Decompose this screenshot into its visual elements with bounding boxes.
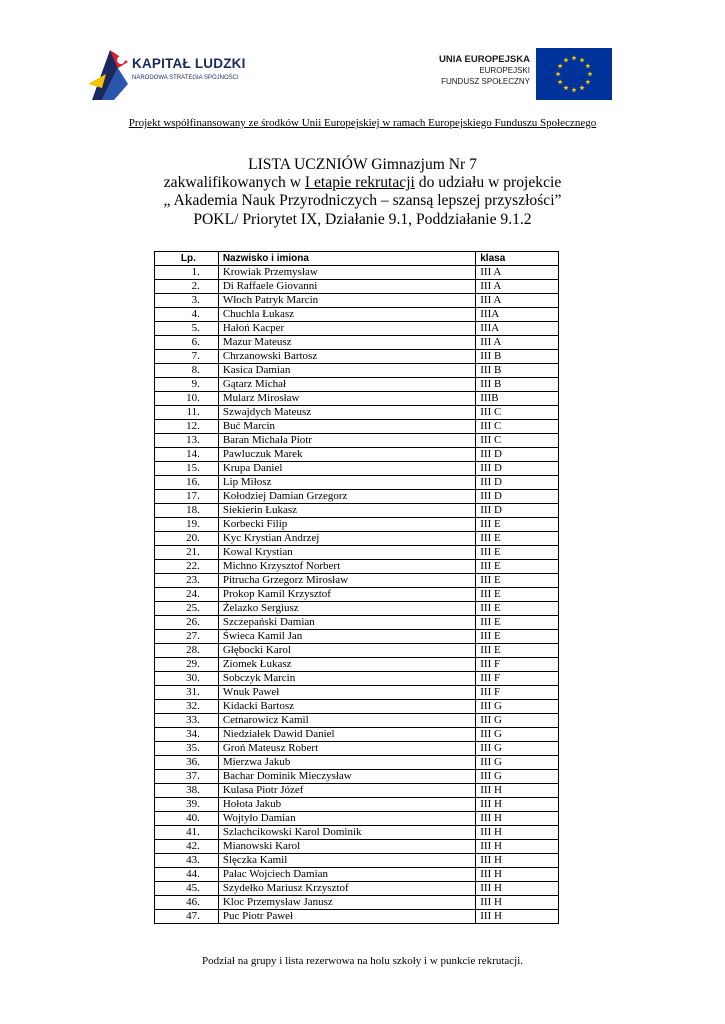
title-line-1: LISTA UCZNIÓW Gimnazjum Nr 7	[248, 156, 477, 173]
student-name: Włoch Patryk Marcin	[218, 294, 475, 308]
table-row	[155, 406, 559, 420]
student-name: Groń Mateusz Robert	[218, 742, 475, 756]
row-number: 29.	[155, 658, 219, 672]
student-class: III D	[476, 448, 559, 462]
student-name: Kloc Przemysław Janusz	[218, 896, 475, 910]
row-number: 31.	[155, 686, 219, 700]
eu-star-icon	[579, 85, 584, 90]
table-row	[155, 630, 559, 644]
table-row	[155, 476, 559, 490]
table-row	[155, 504, 559, 518]
student-class: III E	[476, 546, 559, 560]
cofinancing-note: Projekt współfinansowany ze środków Unii Europejskiej w ramach Europejskiego Funduszu Społecznego	[128, 117, 597, 129]
table-row	[155, 910, 559, 924]
kapital-ludzki-title: KAPITAŁ LUDZKI	[132, 56, 246, 71]
student-name: Baran Michała Piotr	[218, 434, 475, 448]
student-class: IIIB	[476, 392, 559, 406]
student-name: Szczepański Damian	[218, 616, 475, 630]
student-name: Hołota Jakub	[218, 798, 475, 812]
student-name: Świeca Kamil Jan	[218, 630, 475, 644]
student-name: Mazur Mateusz	[218, 336, 475, 350]
eu-logo-text	[412, 54, 530, 87]
table-row	[155, 532, 559, 546]
table-row	[155, 322, 559, 336]
row-number: 17.	[155, 490, 219, 504]
student-class: III A	[476, 280, 559, 294]
eu-star-icon	[579, 57, 584, 62]
document-title	[0, 156, 725, 229]
row-number: 9.	[155, 378, 219, 392]
student-name: Sobczyk Marcin	[218, 672, 475, 686]
table-row	[155, 616, 559, 630]
student-name: Ziomek Łukasz	[218, 658, 475, 672]
eu-star-icon	[555, 71, 560, 76]
table-row	[155, 518, 559, 532]
row-number: 20.	[155, 532, 219, 546]
eu-star-icon	[557, 63, 562, 68]
table-row	[155, 294, 559, 308]
row-number: 25.	[155, 602, 219, 616]
row-number: 16.	[155, 476, 219, 490]
footer-note: Podział na grupy i lista rezerwowa na holu szkoły i w punkcie rekrutacji.	[201, 955, 524, 967]
table-row	[155, 854, 559, 868]
eu-star-icon	[585, 63, 590, 68]
row-number: 23.	[155, 574, 219, 588]
student-name: Michno Krzysztof Norbert	[218, 560, 475, 574]
student-name: Kasica Damian	[218, 364, 475, 378]
student-name: Buć Marcin	[218, 420, 475, 434]
student-class: III E	[476, 602, 559, 616]
title-line-2-pre: zakwalifikowanych w	[163, 174, 305, 192]
student-name: Kulasa Piotr Józef	[218, 784, 475, 798]
student-name: Kołodziej Damian Grzegorz	[218, 490, 475, 504]
student-class: III H	[476, 826, 559, 840]
row-number: 27.	[155, 630, 219, 644]
row-number: 24.	[155, 588, 219, 602]
table-row	[155, 868, 559, 882]
student-name: Chrzanowski Bartosz	[218, 350, 475, 364]
row-number: 30.	[155, 672, 219, 686]
row-number: 14.	[155, 448, 219, 462]
student-class: III B	[476, 364, 559, 378]
row-number: 18.	[155, 504, 219, 518]
eu-star-icon	[571, 87, 576, 92]
table-row	[155, 742, 559, 756]
row-number: 11.	[155, 406, 219, 420]
table-row	[155, 336, 559, 350]
student-class: III F	[476, 658, 559, 672]
student-class: III A	[476, 336, 559, 350]
eu-star-icon	[563, 57, 568, 62]
row-number: 26.	[155, 616, 219, 630]
student-class: III E	[476, 574, 559, 588]
student-name: Kyc Krystian Andrzej	[218, 532, 475, 546]
student-class: III H	[476, 812, 559, 826]
student-class: III B	[476, 350, 559, 364]
title-line-4: POKL/ Priorytet IX, Działanie 9.1, Poddziałanie 9.1.2	[193, 210, 532, 228]
student-class: III H	[476, 910, 559, 924]
table-row	[155, 546, 559, 560]
table-row	[155, 602, 559, 616]
table-row	[155, 784, 559, 798]
student-class: III D	[476, 504, 559, 518]
student-name: Korbecki Filip	[218, 518, 475, 532]
row-number: 46.	[155, 896, 219, 910]
title-line-2-post: do udziału w projekcie	[414, 174, 562, 192]
student-class: III C	[476, 406, 559, 420]
row-number: 40.	[155, 812, 219, 826]
table-row	[155, 588, 559, 602]
table-row	[155, 364, 559, 378]
row-number: 35.	[155, 742, 219, 756]
row-number: 39.	[155, 798, 219, 812]
students-table	[154, 251, 559, 924]
row-number: 37.	[155, 770, 219, 784]
eu-logo-line2: FUNDUSZ SPOŁECZNY	[441, 76, 530, 86]
table-row	[155, 434, 559, 448]
student-name: Ślęczka Kamil	[218, 854, 475, 868]
student-name: Mularz Mirosław	[218, 392, 475, 406]
table-row	[155, 420, 559, 434]
student-class: III G	[476, 756, 559, 770]
table-row	[155, 798, 559, 812]
student-class: III H	[476, 882, 559, 896]
student-class: III B	[476, 378, 559, 392]
eu-star-icon	[585, 79, 590, 84]
title-line-3: „ Akademia Nauk Przyrodniczych – szansą lepszej przyszłości”	[163, 192, 562, 210]
row-number: 1.	[155, 266, 219, 280]
eu-flag-icon	[536, 48, 612, 100]
title-line-2	[0, 174, 725, 192]
table-row	[155, 448, 559, 462]
eu-logo	[412, 38, 622, 110]
kapital-ludzki-emblem-icon	[88, 44, 132, 106]
student-name: Prokop Kamil Krzysztof	[218, 588, 475, 602]
student-class: IIIA	[476, 308, 559, 322]
student-name: Gątarz Michał	[218, 378, 475, 392]
student-name: Kowal Krystian	[218, 546, 475, 560]
table-row	[155, 378, 559, 392]
student-name: Pałac Wojciech Damian	[218, 868, 475, 882]
row-number: 4.	[155, 308, 219, 322]
table-row	[155, 490, 559, 504]
student-class: III F	[476, 672, 559, 686]
student-name: Krowiak Przemysław	[218, 266, 475, 280]
table-row	[155, 896, 559, 910]
table-row	[155, 574, 559, 588]
table-row	[155, 882, 559, 896]
student-class: III G	[476, 728, 559, 742]
table-row	[155, 728, 559, 742]
table-row	[155, 700, 559, 714]
row-number: 34.	[155, 728, 219, 742]
table-row	[155, 770, 559, 784]
table-row	[155, 756, 559, 770]
table-row	[155, 658, 559, 672]
student-class: III D	[476, 476, 559, 490]
student-name: Szwajdych Mateusz	[218, 406, 475, 420]
student-class: III G	[476, 700, 559, 714]
header-lp: Lp.	[155, 252, 219, 266]
table-row	[155, 392, 559, 406]
student-class: IIIA	[476, 322, 559, 336]
student-class: III E	[476, 616, 559, 630]
student-name: Siekierin Łukasz	[218, 504, 475, 518]
table-row	[155, 672, 559, 686]
student-name: Kidacki Bartosz	[218, 700, 475, 714]
eu-star-icon	[557, 79, 562, 84]
table-row	[155, 462, 559, 476]
student-class: III G	[476, 770, 559, 784]
table-row	[155, 266, 559, 280]
student-name: Lip Miłosz	[218, 476, 475, 490]
table-row	[155, 686, 559, 700]
table-row	[155, 714, 559, 728]
row-number: 10.	[155, 392, 219, 406]
row-number: 44.	[155, 868, 219, 882]
student-name: Szydełko Mariusz Krzysztof	[218, 882, 475, 896]
row-number: 47.	[155, 910, 219, 924]
student-name: Chuchla Łukasz	[218, 308, 475, 322]
student-class: III H	[476, 840, 559, 854]
row-number: 42.	[155, 840, 219, 854]
table-row	[155, 644, 559, 658]
student-name: Wojtyło Damian	[218, 812, 475, 826]
student-class: III A	[476, 294, 559, 308]
table-row	[155, 280, 559, 294]
student-name: Puc Piotr Paweł	[218, 910, 475, 924]
student-class: III G	[476, 714, 559, 728]
row-number: 45.	[155, 882, 219, 896]
student-class: III A	[476, 266, 559, 280]
table-row	[155, 350, 559, 364]
student-class: III D	[476, 462, 559, 476]
row-number: 13.	[155, 434, 219, 448]
student-name: Wnuk Paweł	[218, 686, 475, 700]
student-name: Krupa Daniel	[218, 462, 475, 476]
student-class: III D	[476, 490, 559, 504]
table-row	[155, 826, 559, 840]
student-name: Głębocki Karol	[218, 644, 475, 658]
eu-star-icon	[587, 71, 592, 76]
row-number: 33.	[155, 714, 219, 728]
header-class: klasa	[476, 252, 559, 266]
row-number: 43.	[155, 854, 219, 868]
table-row	[155, 812, 559, 826]
row-number: 8.	[155, 364, 219, 378]
row-number: 12.	[155, 420, 219, 434]
student-name: Żelazko Sergiusz	[218, 602, 475, 616]
row-number: 2.	[155, 280, 219, 294]
student-name: Pitrucha Grzegorz Mirosław	[218, 574, 475, 588]
student-class: III E	[476, 644, 559, 658]
student-class: III H	[476, 854, 559, 868]
table-row	[155, 560, 559, 574]
student-class: III H	[476, 896, 559, 910]
student-class: III F	[476, 686, 559, 700]
eu-logo-title: UNIA EUROPEJSKA	[439, 54, 530, 65]
student-class: III H	[476, 868, 559, 882]
row-number: 15.	[155, 462, 219, 476]
student-class: III H	[476, 798, 559, 812]
row-number: 36.	[155, 756, 219, 770]
student-class: III E	[476, 518, 559, 532]
student-name: Hałoń Kacper	[218, 322, 475, 336]
table-header-row	[155, 252, 559, 266]
eu-logo-line1: EUROPEJSKI	[479, 66, 530, 75]
student-class: III G	[476, 742, 559, 756]
student-name: Di Raffaele Giovanni	[218, 280, 475, 294]
row-number: 3.	[155, 294, 219, 308]
header-name: Nazwisko i imiona	[218, 252, 475, 266]
row-number: 32.	[155, 700, 219, 714]
student-name: Mianowski Karol	[218, 840, 475, 854]
row-number: 22.	[155, 560, 219, 574]
kapital-ludzki-logo	[88, 44, 263, 106]
row-number: 5.	[155, 322, 219, 336]
table-row	[155, 308, 559, 322]
student-class: III C	[476, 420, 559, 434]
row-number: 19.	[155, 518, 219, 532]
student-name: Szlachcikowski Karol Dominik	[218, 826, 475, 840]
row-number: 38.	[155, 784, 219, 798]
kapital-ludzki-subtitle: NARODOWA STRATEGIA SPÓJNOŚCI	[132, 75, 239, 81]
eu-star-icon	[571, 55, 576, 60]
row-number: 6.	[155, 336, 219, 350]
student-name: Mierzwa Jakub	[218, 756, 475, 770]
student-class: III E	[476, 588, 559, 602]
student-class: III E	[476, 532, 559, 546]
student-class: III E	[476, 630, 559, 644]
row-number: 28.	[155, 644, 219, 658]
table-row	[155, 840, 559, 854]
student-name: Pawluczuk Marek	[218, 448, 475, 462]
title-line-2-underlined: I etapie rekrutacji	[304, 174, 415, 192]
row-number: 41.	[155, 826, 219, 840]
student-name: Bachar Dominik Mieczysław	[218, 770, 475, 784]
student-name: Cetnarowicz Kamil	[218, 714, 475, 728]
row-number: 21.	[155, 546, 219, 560]
student-class: III C	[476, 434, 559, 448]
row-number: 7.	[155, 350, 219, 364]
eu-star-icon	[563, 85, 568, 90]
student-class: III H	[476, 784, 559, 798]
student-class: III E	[476, 560, 559, 574]
student-name: Niedziałek Dawid Daniel	[218, 728, 475, 742]
